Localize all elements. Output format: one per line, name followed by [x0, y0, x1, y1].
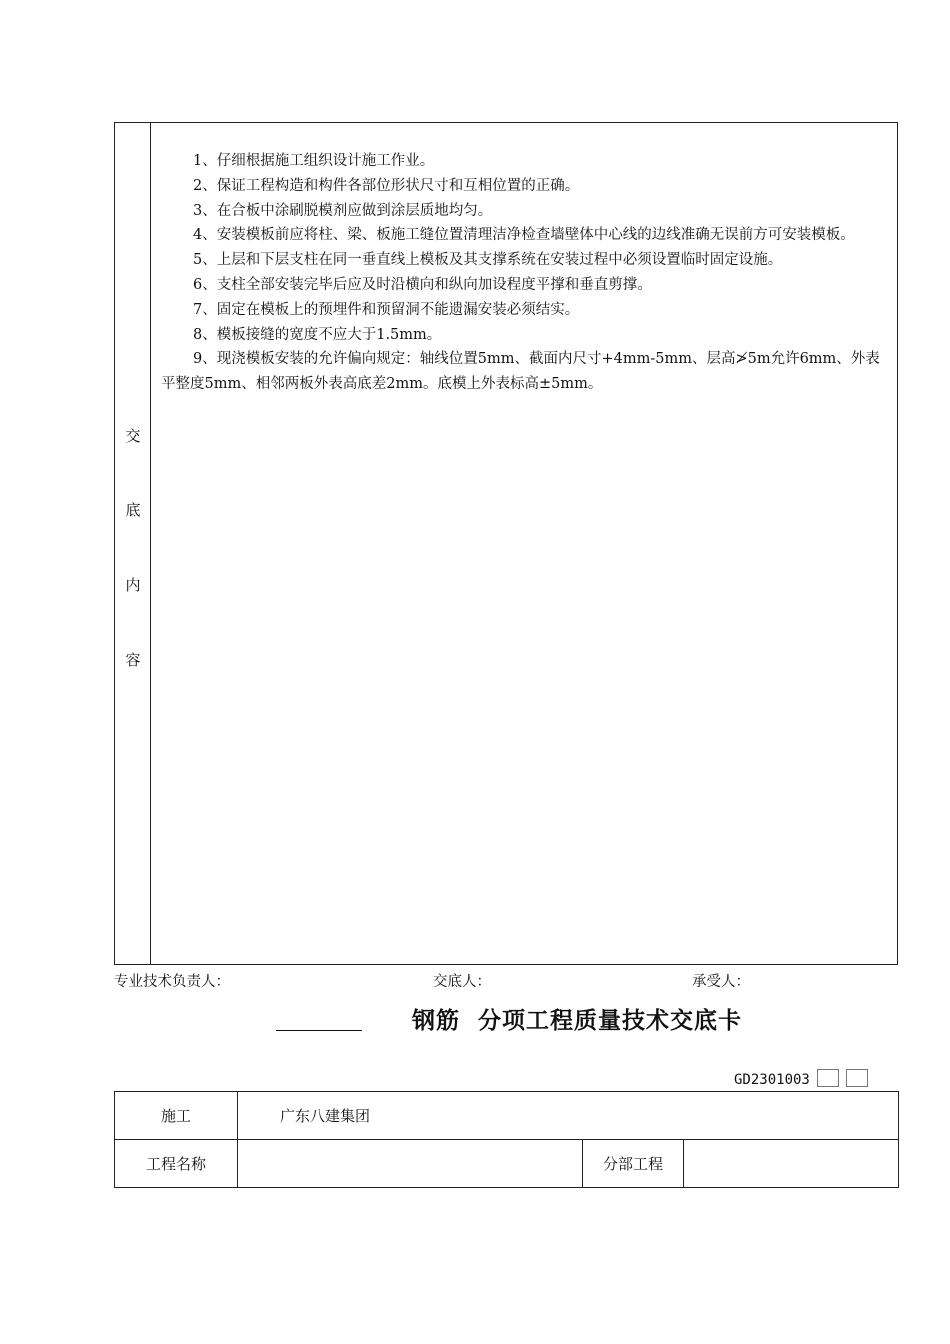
disclosure-content-box — [114, 122, 898, 965]
table-row — [115, 1092, 899, 1140]
card-code: GD2301003 — [734, 1072, 810, 1088]
project-name-value — [238, 1140, 583, 1188]
project-name-label: 工程名称 — [115, 1140, 238, 1188]
side-label-column — [115, 123, 151, 964]
disclosure-item: 9、现浇模板安装的允许偏向规定：轴线位置5mm、截面内尺寸+4mm-5mm、层高≯5m允许6mm、外表平整度5mm、相邻两板外表高底差2mm。底模上外表标高±5mm。 — [161, 351, 880, 393]
disclosure-item: 2、保证工程构造和构件各部位形状尺寸和互相位置的正确。 — [193, 177, 580, 194]
disclosure-item: 4、安装模板前应将柱、梁、板施工缝位置清理洁净检查墙壁体中心线的边线准确无误前方可安装模板。 — [193, 227, 855, 244]
side-label-char: 交 — [125, 427, 141, 445]
tech-lead-signature-label: 专业技术负责人： — [114, 974, 230, 990]
construction-label: 施工 — [115, 1092, 238, 1140]
presenter-signature-label: 交底人： — [433, 974, 491, 990]
disclosure-item: 7、固定在模板上的预埋件和预留洞不能遗漏安装必须结实。 — [193, 301, 580, 318]
side-label-char: 内 — [125, 576, 141, 594]
code-box — [817, 1069, 839, 1087]
code-box — [846, 1069, 868, 1087]
disclosure-item: 5、上层和下层支柱在同一垂直线上模板及其支撑系统在安装过程中必须设置临时固定设施。 — [193, 252, 783, 269]
disclosure-items — [161, 149, 891, 397]
disclosure-item: 3、在合板中涂刷脱模剂应做到涂层质地均匀。 — [193, 202, 493, 219]
construction-value: 广东八建集团 — [238, 1092, 899, 1140]
side-label-char: 容 — [125, 651, 141, 669]
project-info-table — [114, 1091, 899, 1188]
card-title: 钢筋 分项工程质量技术交底卡 — [412, 1007, 743, 1034]
receiver-signature-label: 承受人： — [692, 974, 750, 990]
title-blank-line — [276, 1030, 362, 1031]
disclosure-item: 1、仔细根据施工组织设计施工作业。 — [193, 153, 435, 169]
table-row — [115, 1140, 899, 1188]
sub-project-value — [684, 1140, 899, 1188]
disclosure-item: 6、支柱全部安装完毕后应及时沿横向和纵向加设程度平撑和垂直剪撑。 — [193, 276, 652, 293]
side-label-char: 底 — [125, 501, 141, 519]
sub-project-label: 分部工程 — [583, 1140, 684, 1188]
disclosure-item: 8、模板接缝的宽度不应大于1.5mm。 — [193, 326, 442, 343]
